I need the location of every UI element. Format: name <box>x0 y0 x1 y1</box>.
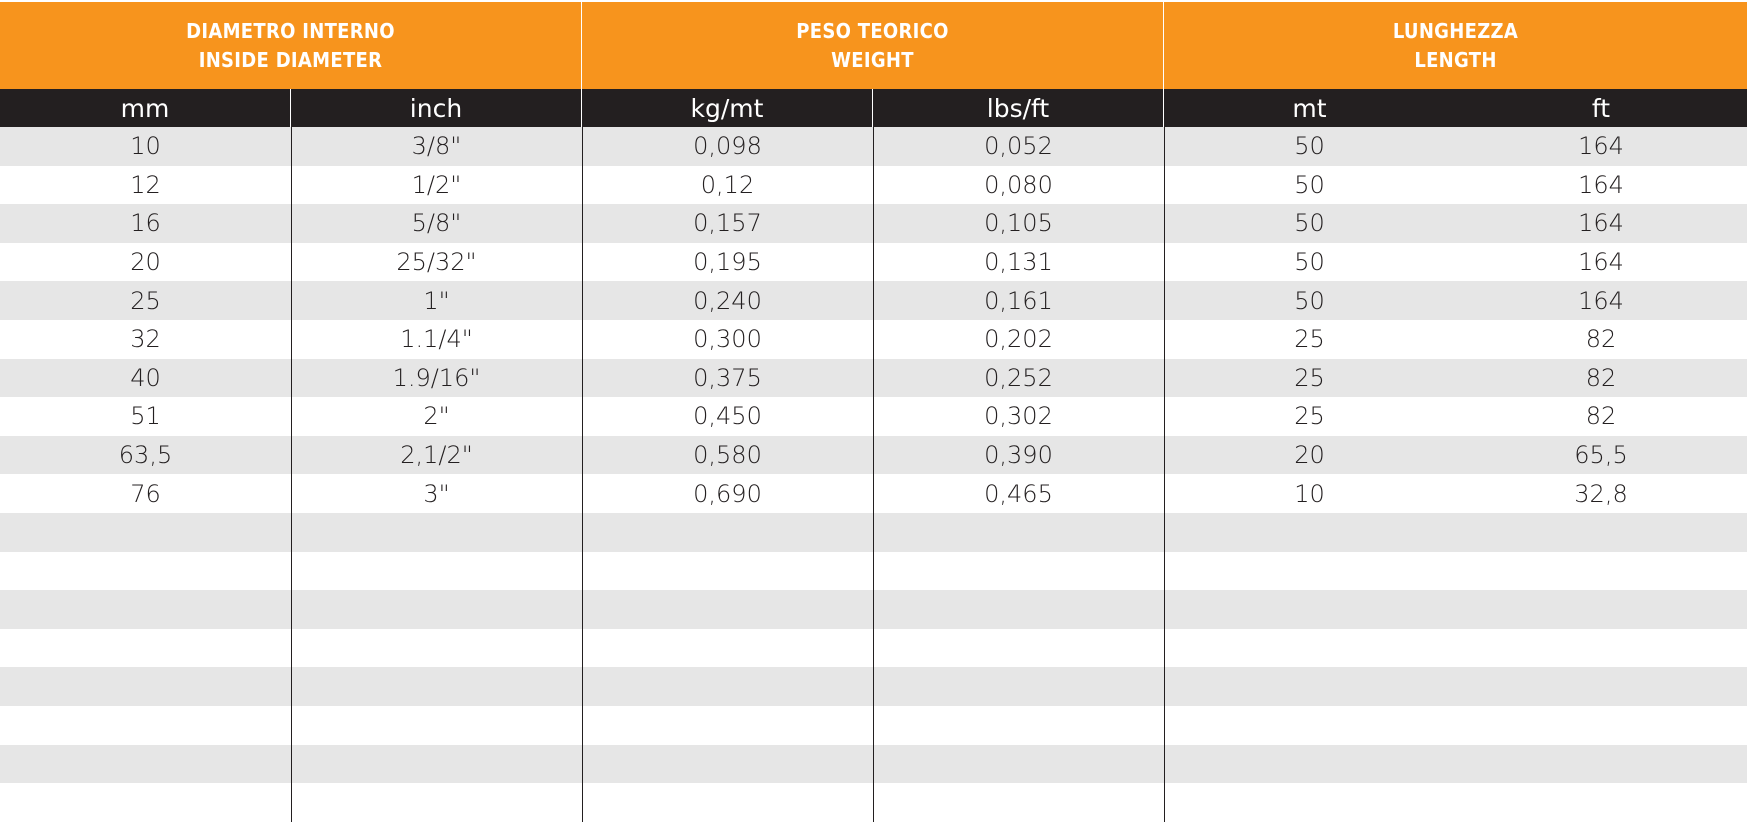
unit-header-row <box>0 89 1747 127</box>
cell-ft <box>1455 590 1747 629</box>
cell-ft <box>1455 706 1747 745</box>
cell-ft: 164 <box>1578 209 1624 238</box>
cell-mm: 76 <box>130 479 161 508</box>
cell-ft: 32,8 <box>1574 479 1628 508</box>
column-divider <box>1164 127 1165 822</box>
group-header-row <box>0 2 1747 89</box>
cell-mm: 10 <box>130 132 161 161</box>
group-header-line2: LENGTH <box>1414 47 1497 72</box>
cell-lbs-ft: 0,052 <box>984 132 1053 161</box>
cell-mm <box>0 513 291 552</box>
cell-mm <box>0 552 291 591</box>
cell-mt <box>1164 629 1455 668</box>
column-divider <box>291 127 292 822</box>
cell-mm: 40 <box>130 363 161 392</box>
cell-kg-mt <box>582 629 873 668</box>
cell-inch <box>291 667 582 706</box>
cell-mm <box>0 783 291 822</box>
cell-kg-mt <box>582 745 873 784</box>
cell-kg-mt: 0,240 <box>693 286 762 315</box>
cell-inch <box>291 552 582 591</box>
cell-inch: 1.1/4" <box>400 325 473 354</box>
cell-lbs-ft: 0,161 <box>984 286 1053 315</box>
cell-mm <box>0 667 291 706</box>
table-body <box>0 127 1747 822</box>
cell-lbs-ft: 0,202 <box>984 325 1053 354</box>
cell-lbs-ft: 0,131 <box>984 248 1053 277</box>
cell-kg-mt: 0,195 <box>693 248 762 277</box>
cell-mm: 25 <box>130 286 161 315</box>
cell-mm: 51 <box>130 402 161 431</box>
cell-mm: 12 <box>130 170 161 199</box>
group-header-line2: WEIGHT <box>831 47 914 72</box>
cell-lbs-ft <box>873 706 1164 745</box>
cell-mt <box>1164 745 1455 784</box>
cell-ft <box>1455 513 1747 552</box>
cell-lbs-ft: 0,465 <box>984 479 1053 508</box>
cell-mt: 10 <box>1294 479 1325 508</box>
cell-lbs-ft <box>873 513 1164 552</box>
cell-ft: 82 <box>1585 363 1617 392</box>
cell-kg-mt: 0,580 <box>693 441 762 470</box>
cell-kg-mt: 0,12 <box>700 170 755 199</box>
cell-mm: 16 <box>130 209 161 238</box>
unit-header-mt: mt <box>1292 93 1327 123</box>
cell-lbs-ft <box>873 552 1164 591</box>
group-header-line2: INSIDE DIAMETER <box>198 47 383 72</box>
cell-mm <box>0 745 291 784</box>
cell-ft: 82 <box>1585 325 1617 354</box>
cell-kg-mt: 0,450 <box>693 402 762 431</box>
cell-kg-mt <box>582 590 873 629</box>
cell-ft: 65,5 <box>1574 441 1628 470</box>
cell-lbs-ft: 0,080 <box>984 170 1053 199</box>
cell-kg-mt <box>582 667 873 706</box>
cell-mm <box>0 706 291 745</box>
unit-header-kg-mt: kg/mt <box>582 89 873 127</box>
cell-mt <box>1164 590 1455 629</box>
cell-inch <box>291 513 582 552</box>
cell-mm: 32 <box>130 325 161 354</box>
cell-lbs-ft <box>873 629 1164 668</box>
cell-lbs-ft: 0,390 <box>984 441 1053 470</box>
cell-mt: 20 <box>1294 441 1325 470</box>
cell-mm: 20 <box>130 248 161 277</box>
cell-kg-mt: 0,690 <box>693 479 762 508</box>
cell-ft: 164 <box>1578 170 1624 199</box>
cell-mt <box>1164 783 1455 822</box>
column-divider <box>873 127 874 822</box>
cell-lbs-ft: 0,105 <box>984 209 1053 238</box>
cell-mt <box>1164 552 1455 591</box>
group-header-length <box>1164 2 1747 89</box>
cell-inch: 1" <box>423 286 450 315</box>
cell-ft: 82 <box>1585 402 1617 431</box>
cell-inch <box>291 783 582 822</box>
cell-inch <box>291 706 582 745</box>
unit-header-mm: mm <box>0 89 291 127</box>
cell-inch: 5/8" <box>411 209 462 238</box>
cell-mt: 50 <box>1294 286 1325 315</box>
cell-lbs-ft <box>873 667 1164 706</box>
cell-kg-mt: 0,300 <box>693 325 762 354</box>
group-header-line1: LUNGHEZZA <box>1392 18 1519 43</box>
cell-kg-mt <box>582 552 873 591</box>
cell-mt <box>1164 706 1455 745</box>
cell-inch: 2,1/2" <box>400 441 473 470</box>
cell-ft <box>1455 783 1747 822</box>
cell-kg-mt: 0,157 <box>693 209 762 238</box>
cell-ft <box>1455 745 1747 784</box>
cell-mt <box>1164 513 1455 552</box>
cell-mt: 50 <box>1294 170 1325 199</box>
unit-header-lbs-ft: lbs/ft <box>873 89 1164 127</box>
cell-ft <box>1455 667 1747 706</box>
cell-ft: 164 <box>1578 286 1624 315</box>
group-header-line1: PESO TEORICO <box>796 18 949 43</box>
cell-kg-mt <box>582 783 873 822</box>
cell-inch: 25/32" <box>396 248 477 277</box>
column-divider <box>582 127 583 822</box>
unit-header-inch: inch <box>291 89 582 127</box>
cell-mm <box>0 629 291 668</box>
cell-mm <box>0 590 291 629</box>
cell-mm: 63,5 <box>118 441 173 470</box>
cell-ft: 164 <box>1578 248 1624 277</box>
cell-mt: 25 <box>1294 325 1325 354</box>
cell-mt: 50 <box>1294 248 1325 277</box>
cell-inch: 3/8" <box>411 132 462 161</box>
spec-table <box>0 2 1747 822</box>
cell-inch: 3" <box>423 479 450 508</box>
cell-inch: 1.9/16" <box>392 363 481 392</box>
group-header-weight <box>582 2 1164 89</box>
cell-inch: 1/2" <box>411 170 462 199</box>
cell-mt: 50 <box>1294 132 1325 161</box>
cell-kg-mt <box>582 706 873 745</box>
cell-lbs-ft <box>873 590 1164 629</box>
cell-ft <box>1455 552 1747 591</box>
cell-inch <box>291 745 582 784</box>
cell-ft <box>1455 629 1747 668</box>
cell-inch: 2" <box>423 402 450 431</box>
cell-lbs-ft: 0,252 <box>984 363 1053 392</box>
group-header-diameter <box>0 2 582 89</box>
cell-lbs-ft: 0,302 <box>984 402 1053 431</box>
cell-inch <box>291 590 582 629</box>
cell-ft: 164 <box>1578 132 1624 161</box>
cell-lbs-ft <box>873 783 1164 822</box>
cell-mt: 25 <box>1294 363 1325 392</box>
cell-mt <box>1164 667 1455 706</box>
cell-kg-mt: 0,375 <box>693 363 762 392</box>
cell-lbs-ft <box>873 745 1164 784</box>
cell-kg-mt <box>582 513 873 552</box>
cell-mt: 25 <box>1294 402 1325 431</box>
group-header-line1: DIAMETRO INTERNO <box>186 18 395 43</box>
unit-header-ft: ft <box>1591 93 1611 123</box>
cell-mt: 50 <box>1294 209 1325 238</box>
cell-kg-mt: 0,098 <box>693 132 762 161</box>
cell-inch <box>291 629 582 668</box>
